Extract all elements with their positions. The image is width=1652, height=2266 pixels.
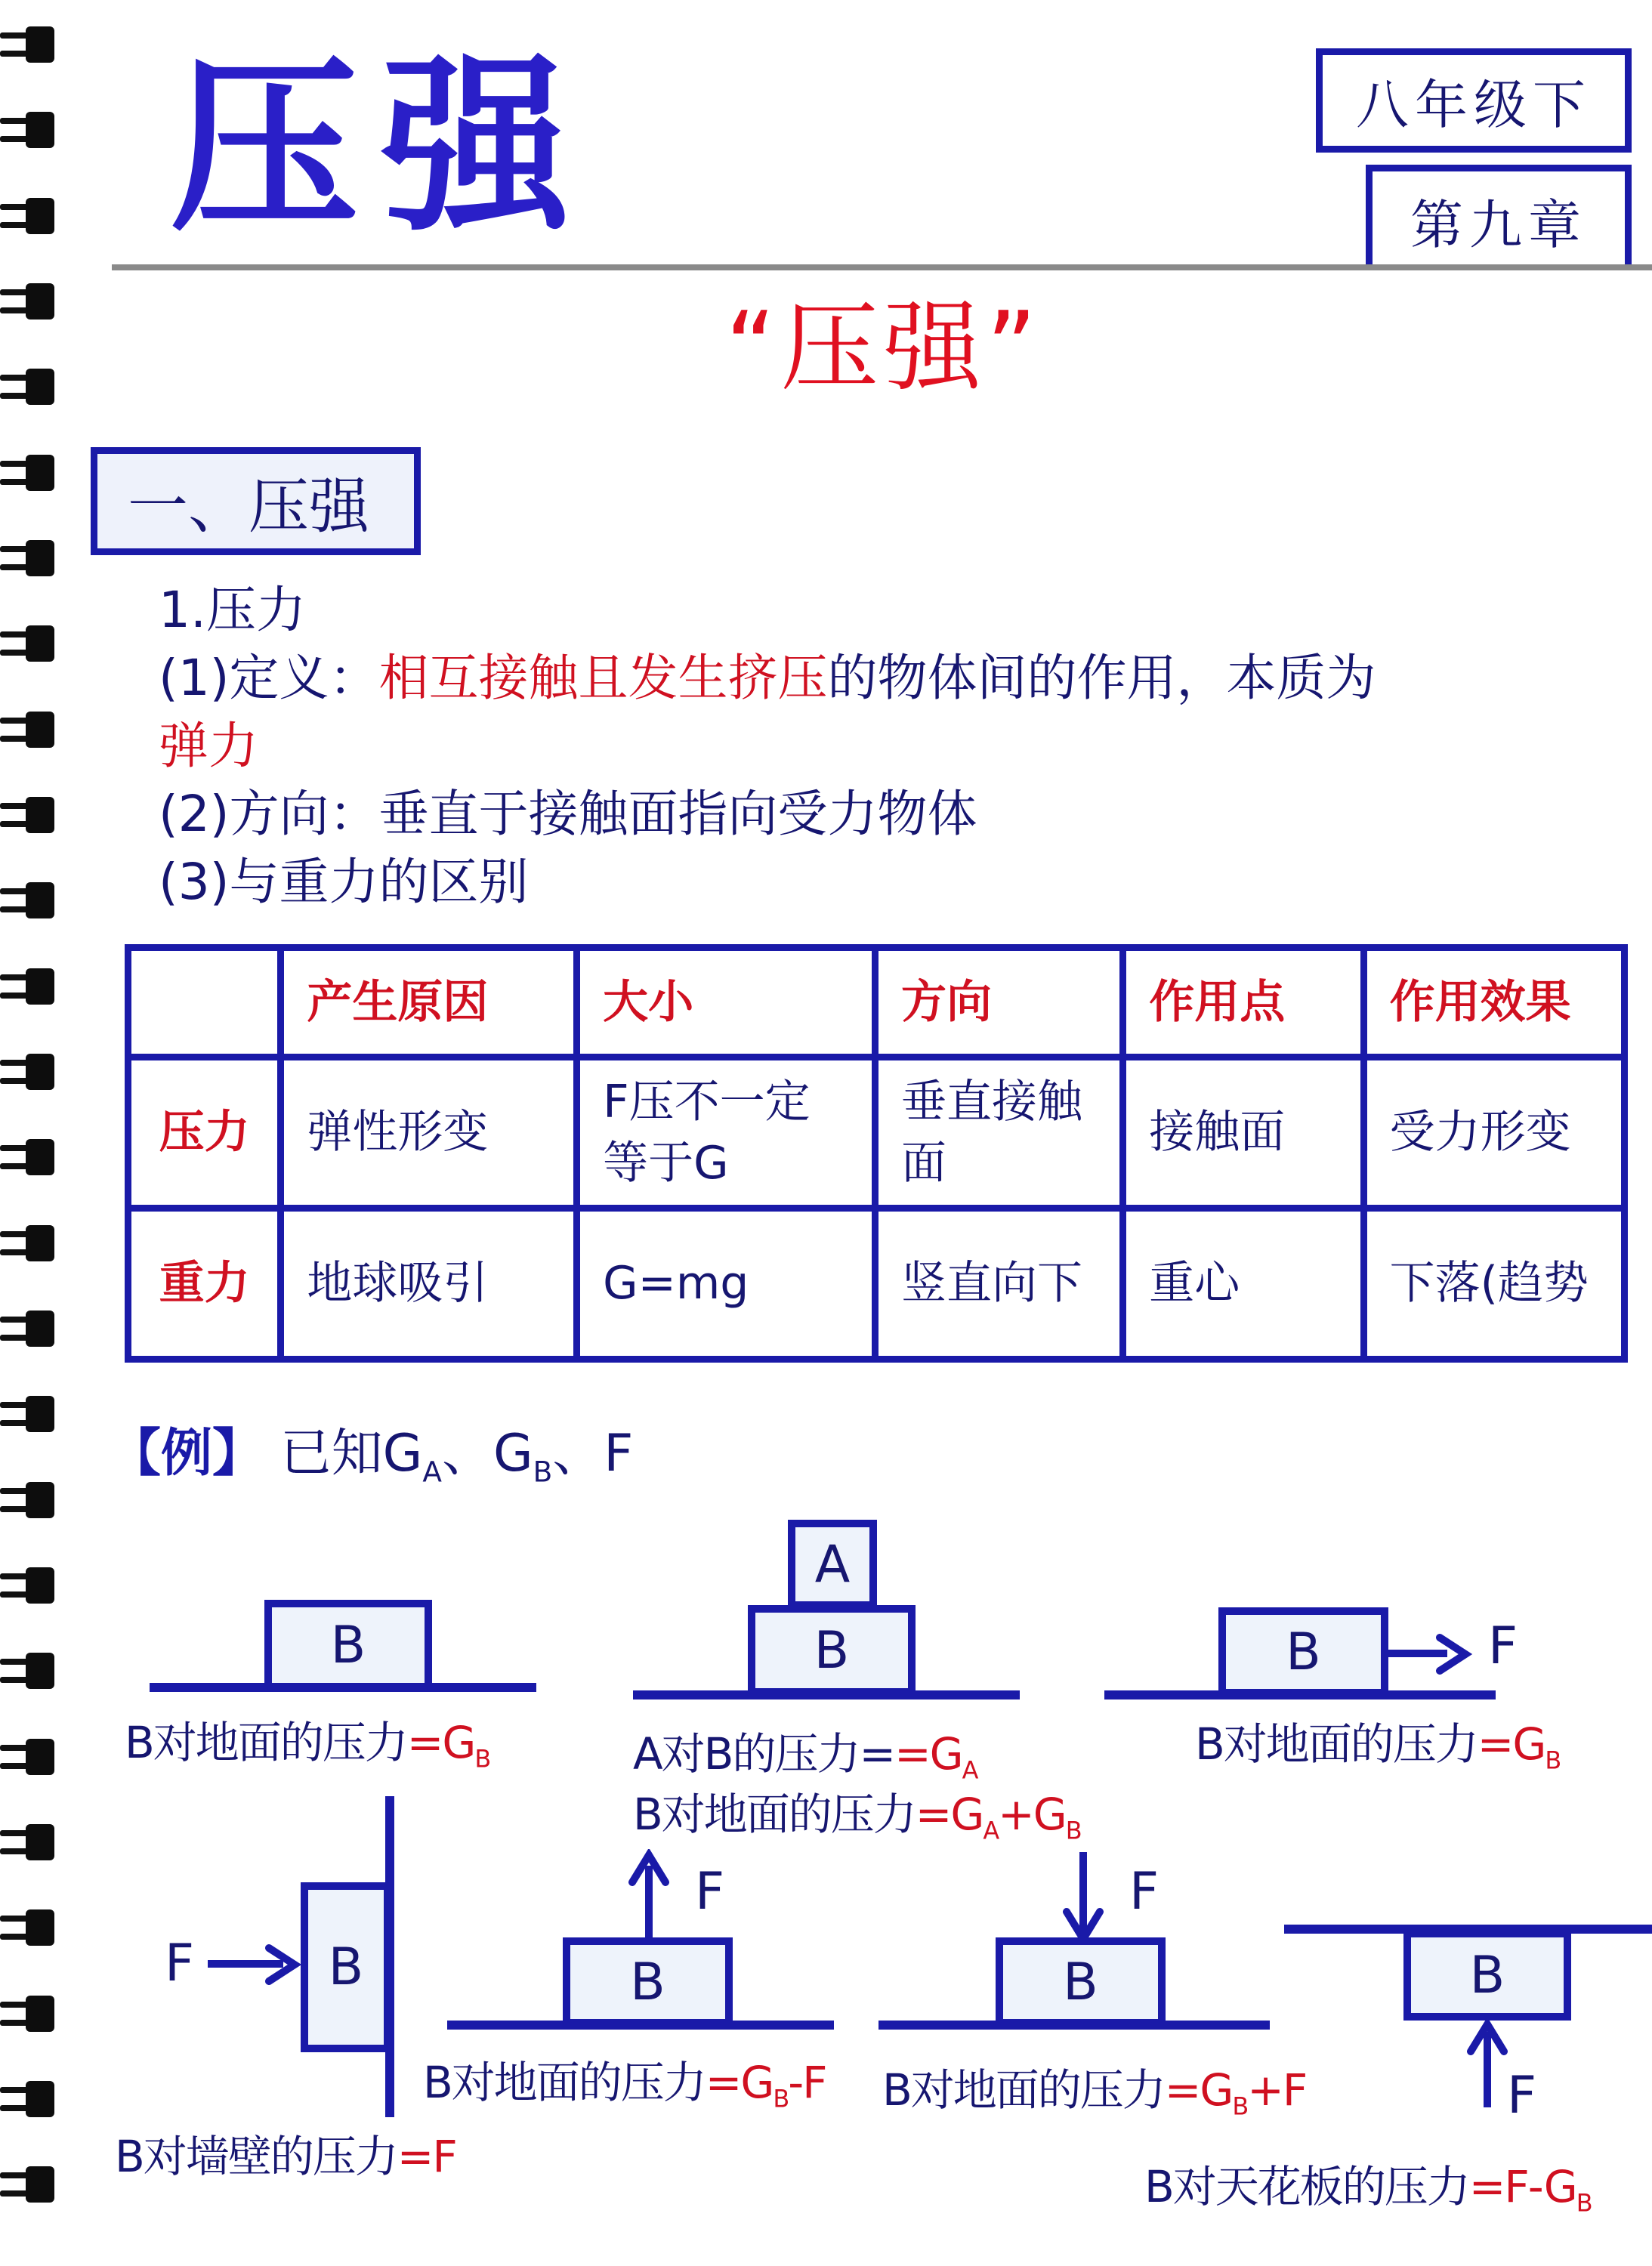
binding-ring — [0, 1054, 54, 1090]
table-cell: 受力形变 — [1363, 1057, 1624, 1209]
arrowhead-right-icon — [264, 1943, 302, 1986]
binding-ring — [0, 2081, 54, 2117]
binding-ring — [0, 1396, 54, 1432]
binding-ring — [0, 2166, 54, 2203]
ground-line — [878, 2021, 1270, 2030]
table-cell: 地球吸引 — [281, 1209, 577, 1360]
binding-ring — [0, 1653, 54, 1689]
force-label: F — [165, 1934, 195, 1993]
table-header-cell — [128, 948, 281, 1057]
table-row-header: 压力 — [128, 1057, 281, 1209]
chapter-tag: 第九章 — [1366, 165, 1632, 270]
force-label: F — [1507, 2066, 1537, 2126]
diagram-caption: B对墙壁的压力=F — [115, 2131, 456, 2182]
direction-label: (2)方向： — [159, 785, 379, 843]
binding-ring — [0, 968, 54, 1005]
block-b: B — [996, 1937, 1166, 2027]
block-b: B — [1218, 1607, 1388, 1696]
binding-ring — [0, 540, 54, 576]
ground-line — [150, 1683, 536, 1692]
binding-ring — [0, 1824, 54, 1860]
example-heading — [110, 1412, 633, 1489]
block-b: B — [1403, 1930, 1571, 2021]
table-header-cell: 产生原因 — [281, 948, 577, 1057]
definition-key-phrase: 相互接触且发生挤压 — [378, 649, 828, 707]
table-row — [128, 1057, 1625, 1209]
table-cell: 接触面 — [1123, 1057, 1363, 1209]
header-divider — [112, 264, 1652, 270]
force-label: F — [1129, 1862, 1159, 1922]
table-header-cell: 大小 — [577, 948, 875, 1057]
page-title: 压强 — [170, 37, 593, 257]
table-cell: 竖直向下 — [875, 1209, 1122, 1360]
block-b: B — [563, 1937, 733, 2027]
example-sep: 、G — [441, 1424, 533, 1483]
direction-text: 垂直于接触面指向受力物体 — [378, 785, 977, 843]
section-heading — [91, 447, 421, 555]
example-bracket-label: 【例】 — [110, 1424, 264, 1483]
diagram-caption: B对地面的压力$=G_B+F$ — [882, 2064, 1307, 2121]
direction-line — [159, 785, 977, 843]
binding-ring — [0, 198, 54, 234]
diagram-caption: B对地面的压力$=G_A+G_B$ — [633, 1789, 1081, 1845]
binding-ring — [0, 1567, 54, 1604]
grade-tag: 八年级下 — [1316, 48, 1632, 153]
table-header-cell: 作用点 — [1123, 948, 1363, 1057]
binding-ring — [0, 1225, 54, 1261]
block-b: B — [301, 1882, 391, 2052]
ground-line — [447, 2021, 834, 2030]
table-row-header: 重力 — [128, 1209, 281, 1360]
table-header-row — [128, 948, 1625, 1057]
binding-ring — [0, 283, 54, 320]
binding-ring — [0, 797, 54, 833]
table-cell: 垂直接触面 — [875, 1057, 1122, 1209]
section-heading-text: 一、压强 — [128, 471, 369, 542]
table-header-cell: 方向 — [875, 948, 1122, 1057]
block-b: B — [748, 1605, 916, 1696]
binding-ring — [0, 1482, 54, 1518]
binding-ring — [0, 369, 54, 405]
binding-ring — [0, 1996, 54, 2032]
example-sep: 、F — [552, 1424, 634, 1483]
item-title: 1.压力 — [159, 581, 306, 639]
diagram-caption: B对地面的压力$=G_B$ — [125, 1717, 490, 1774]
arrowhead-up-icon — [628, 1849, 670, 1887]
subscript-b: B — [533, 1455, 553, 1489]
table-cell: 下落(趋势 — [1363, 1209, 1624, 1360]
ground-line — [633, 1690, 1020, 1700]
diagram-caption: B对天花板的压力$=F-G_B$ — [1144, 2161, 1592, 2218]
table-cell: 弹性形变 — [281, 1057, 577, 1209]
table-row — [128, 1209, 1625, 1360]
binding-ring — [0, 1311, 54, 1347]
definition-essence: 弹力 — [159, 717, 258, 775]
binding-ring — [0, 712, 54, 748]
difference-title: (3)与重力的区别 — [159, 853, 529, 911]
diagram-caption: A对B的压力$==G_A$ — [633, 1728, 977, 1785]
table-cell: F压不一定等于G — [577, 1057, 875, 1209]
ground-line — [1104, 1690, 1496, 1700]
table-cell: G=mg — [577, 1209, 875, 1360]
definition-line — [159, 649, 1376, 707]
arrowhead-up-icon — [1466, 2018, 1508, 2056]
binding-ring — [0, 112, 54, 148]
definition-text: 的物体间的作用，本质为 — [827, 649, 1376, 707]
binding-ring — [0, 455, 54, 491]
binding-ring — [0, 1139, 54, 1175]
arrowhead-right-icon — [1435, 1633, 1473, 1675]
subscript-a: A — [422, 1455, 442, 1489]
comparison-table — [125, 944, 1628, 1363]
force-label: F — [1488, 1616, 1518, 1676]
table-header-cell: 作用效果 — [1363, 948, 1624, 1057]
table-cell: 重心 — [1123, 1209, 1363, 1360]
definition-label: (1)定义： — [159, 649, 379, 707]
binding-ring — [0, 882, 54, 918]
block-b: B — [264, 1600, 432, 1690]
diagram-caption: B对地面的压力$=G_B$ — [1195, 1718, 1561, 1775]
topic-subtitle: “压强” — [725, 290, 1042, 405]
example-intro: 已知G — [279, 1424, 423, 1483]
diagram-caption: B对地面的压力$=G_B-F$ — [423, 2057, 826, 2113]
binding-ring — [0, 1909, 54, 1946]
force-label: F — [695, 1862, 725, 1922]
block-a: A — [788, 1520, 877, 1609]
binding-ring — [0, 1739, 54, 1775]
binding-ring — [0, 26, 54, 63]
binding-ring — [0, 625, 54, 662]
